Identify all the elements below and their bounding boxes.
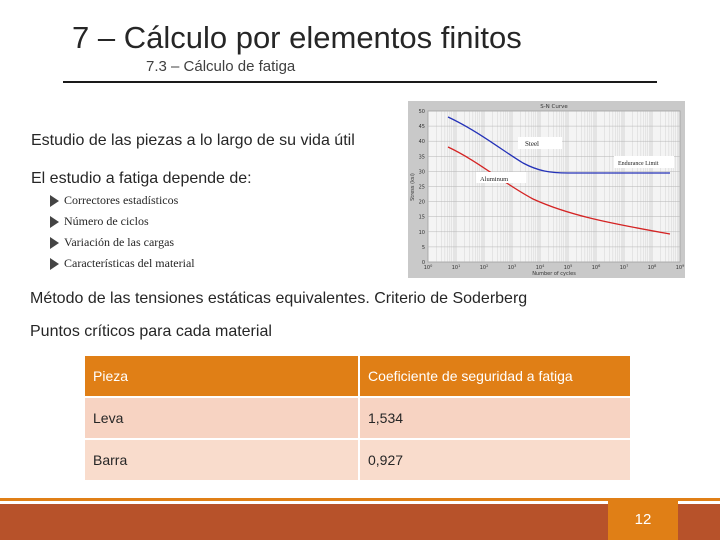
table-cell: 1,534 xyxy=(360,398,630,440)
safety-factor-table xyxy=(85,356,630,480)
y-tick-label: 15 xyxy=(418,214,425,221)
y-tick-label: 35 xyxy=(418,154,425,161)
arrow-bullet-icon xyxy=(50,195,59,207)
table-cell: 0,927 xyxy=(360,440,630,480)
arrow-bullet-icon xyxy=(50,237,59,249)
page-number: 12 xyxy=(634,511,652,528)
x-tick-label: $10^8$ xyxy=(647,264,657,271)
x-tick-label: $10^1$ xyxy=(451,264,461,271)
y-axis-label: Stress (ksi) xyxy=(410,173,416,201)
x-tick-label: $10^5$ xyxy=(563,264,573,271)
y-tick-label: 25 xyxy=(418,184,425,191)
y-tick-label: 10 xyxy=(418,229,425,236)
list-item: Características del material xyxy=(50,253,195,274)
x-tick-label: $10^0$ xyxy=(423,264,433,271)
column-header-coeficiente: Coeficiente de seguridad a fatiga xyxy=(360,356,630,398)
y-tick-label: 5 xyxy=(421,244,425,251)
endurance-limit-label: Endurance Limit xyxy=(618,161,659,167)
table-cell: Barra xyxy=(85,440,360,480)
y-tick-label: 50 xyxy=(418,109,425,115)
x-tick-label: $10^6$ xyxy=(591,264,601,271)
x-tick-label: $10^2$ xyxy=(479,264,489,271)
x-tick-label: $10^4$ xyxy=(535,264,545,271)
table-row xyxy=(85,440,630,480)
arrow-bullet-icon xyxy=(50,216,59,228)
table-cell: Leva xyxy=(85,398,360,440)
aluminum-label: Aluminum xyxy=(480,176,509,183)
x-axis-label: Number of cycles xyxy=(532,271,576,277)
slide-title: 7 – Cálculo por elementos finitos xyxy=(72,20,522,55)
title-divider xyxy=(63,81,657,83)
chart-title: S-N Curve xyxy=(540,104,568,110)
list-item: Número de ciclos xyxy=(50,211,195,232)
y-tick-label: 45 xyxy=(418,124,425,131)
x-tick-label: $10^7$ xyxy=(619,264,629,271)
y-tick-label: 40 xyxy=(418,139,425,146)
body-text-metodo: Método de las tensiones estáticas equivalentes. Criterio de Soderberg xyxy=(30,290,528,307)
list-item: Correctores estadísticos xyxy=(50,190,195,211)
table-row xyxy=(85,398,630,440)
column-header-pieza: Pieza xyxy=(85,356,360,398)
y-tick-label: 20 xyxy=(418,199,425,206)
arrow-bullet-icon xyxy=(50,258,59,270)
y-tick-label: 0 xyxy=(421,260,425,266)
body-text-vida-util: Estudio de las piezas a lo largo de su vida útil xyxy=(31,132,355,149)
list-item: Variación de las cargas xyxy=(50,232,195,253)
factor-list xyxy=(50,190,195,274)
table-header-row xyxy=(85,356,630,398)
x-tick-label: $10^3$ xyxy=(507,264,517,271)
slide-subtitle: 7.3 – Cálculo de fatiga xyxy=(146,58,296,75)
sn-curve-figure xyxy=(408,101,685,278)
steel-label: Steel xyxy=(525,140,539,148)
body-text-puntos-criticos: Puntos críticos para cada material xyxy=(30,323,272,340)
body-text-fatiga-depende: El estudio a fatiga depende de: xyxy=(31,170,252,187)
y-tick-label: 30 xyxy=(418,169,425,176)
x-tick-label: $10^9$ xyxy=(675,264,685,271)
